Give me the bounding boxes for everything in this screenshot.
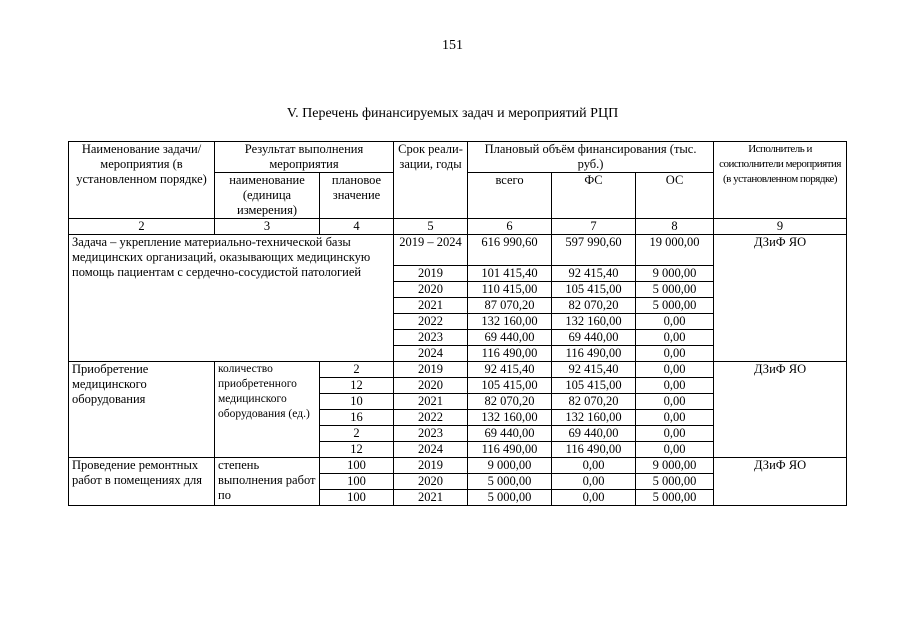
executor-cell: ДЗиФ ЯО	[714, 362, 847, 458]
os-cell: 5 000,00	[636, 282, 714, 298]
fs-cell: 132 160,00	[552, 410, 636, 426]
os-cell: 5 000,00	[636, 298, 714, 314]
fs-cell: 82 070,20	[552, 298, 636, 314]
fs-cell: 0,00	[552, 474, 636, 490]
fs-cell: 105 415,00	[552, 378, 636, 394]
document-title: V. Перечень финансируемых задач и мероприятий РЦП	[286, 106, 619, 121]
fs-cell: 82 070,20	[552, 394, 636, 410]
os-cell: 0,00	[636, 362, 714, 378]
os-cell: 0,00	[636, 426, 714, 442]
year-cell: 2021	[394, 298, 468, 314]
planned-value-cell: 10	[320, 394, 394, 410]
page-number: 151	[442, 38, 463, 53]
header-planned-value: плановое значение	[320, 173, 394, 219]
os-cell: 0,00	[636, 442, 714, 458]
column-number: 6	[468, 219, 552, 235]
os-cell: 0,00	[636, 346, 714, 362]
year-cell: 2024	[394, 346, 468, 362]
column-number: 2	[69, 219, 215, 235]
column-number: 5	[394, 219, 468, 235]
year-cell: 2020	[394, 474, 468, 490]
fs-cell: 105 415,00	[552, 282, 636, 298]
total-cell: 69 440,00	[468, 426, 552, 442]
header-os: ОС	[636, 173, 714, 219]
total-cell: 105 415,00	[468, 378, 552, 394]
os-cell: 0,00	[636, 378, 714, 394]
activity-name: Приобретение медицинского оборудования	[69, 362, 215, 458]
os-cell: 0,00	[636, 394, 714, 410]
total-cell: 82 070,20	[468, 394, 552, 410]
total-cell: 87 070,20	[468, 298, 552, 314]
table-row	[69, 458, 847, 474]
executor-cell: ДЗиФ ЯО	[714, 235, 847, 362]
activity-name: Проведение ремонтных работ в помещениях для	[69, 458, 215, 506]
year-cell: 2021	[394, 394, 468, 410]
total-cell: 5 000,00	[468, 490, 552, 506]
year-cell: 2024	[394, 442, 468, 458]
fs-cell: 69 440,00	[552, 426, 636, 442]
year-cell: 2019	[394, 362, 468, 378]
os-cell: 5 000,00	[636, 490, 714, 506]
task-name: Задача – укрепление материально-технической базы медицинских организаций, оказывающих медицинскую помощь пациентам с сердечно-сосудистой патологией	[69, 235, 394, 362]
header-executor: Исполнитель и соисполнители мероприятия (в установленном порядке)	[714, 142, 847, 219]
total-cell: 132 160,00	[468, 410, 552, 426]
financing-table	[68, 141, 847, 506]
year-cell: 2019	[394, 458, 468, 474]
column-number-row	[69, 219, 847, 235]
header-funding: Плановый объём финансирования (тыс. руб.)	[468, 142, 714, 173]
year-cell: 2023	[394, 330, 468, 346]
header-result-name: наименование (единица измерения)	[215, 173, 320, 219]
planned-value-cell: 2	[320, 362, 394, 378]
header-total: всего	[468, 173, 552, 219]
total-cell: 616 990,60	[468, 235, 552, 266]
total-cell: 9 000,00	[468, 458, 552, 474]
planned-value-cell: 100	[320, 490, 394, 506]
planned-value-cell: 100	[320, 474, 394, 490]
total-cell: 110 415,00	[468, 282, 552, 298]
year-cell: 2022	[394, 314, 468, 330]
total-cell: 5 000,00	[468, 474, 552, 490]
year-cell: 2020	[394, 378, 468, 394]
header-task-name: Наименование задачи/мероприятия (в установленном порядке)	[69, 142, 215, 219]
fs-cell: 0,00	[552, 458, 636, 474]
column-number: 8	[636, 219, 714, 235]
total-cell: 132 160,00	[468, 314, 552, 330]
fs-cell: 0,00	[552, 490, 636, 506]
header-term: Срок реали-зации, годы	[394, 142, 468, 219]
column-number: 3	[215, 219, 320, 235]
os-cell: 9 000,00	[636, 458, 714, 474]
planned-value-cell: 100	[320, 458, 394, 474]
column-number: 7	[552, 219, 636, 235]
year-cell: 2021	[394, 490, 468, 506]
year-cell: 2019 – 2024	[394, 235, 468, 266]
fs-cell: 92 415,40	[552, 362, 636, 378]
table-row	[69, 362, 847, 378]
os-cell: 0,00	[636, 410, 714, 426]
column-number: 4	[320, 219, 394, 235]
total-cell: 69 440,00	[468, 330, 552, 346]
fs-cell: 132 160,00	[552, 314, 636, 330]
os-cell: 5 000,00	[636, 474, 714, 490]
year-cell: 2022	[394, 410, 468, 426]
fs-cell: 116 490,00	[552, 442, 636, 458]
fs-cell: 597 990,60	[552, 235, 636, 266]
executor-cell: ДЗиФ ЯО	[714, 458, 847, 506]
header-fs: ФС	[552, 173, 636, 219]
fs-cell: 92 415,40	[552, 266, 636, 282]
year-cell: 2020	[394, 282, 468, 298]
column-number: 9	[714, 219, 847, 235]
year-cell: 2023	[394, 426, 468, 442]
total-cell: 92 415,40	[468, 362, 552, 378]
planned-value-cell: 2	[320, 426, 394, 442]
fs-cell: 69 440,00	[552, 330, 636, 346]
total-cell: 116 490,00	[468, 442, 552, 458]
os-cell: 19 000,00	[636, 235, 714, 266]
os-cell: 0,00	[636, 314, 714, 330]
planned-value-cell: 16	[320, 410, 394, 426]
total-cell: 101 415,40	[468, 266, 552, 282]
os-cell: 0,00	[636, 330, 714, 346]
os-cell: 9 000,00	[636, 266, 714, 282]
header-result: Результат выполнения мероприятия	[215, 142, 394, 173]
planned-value-cell: 12	[320, 442, 394, 458]
fs-cell: 116 490,00	[552, 346, 636, 362]
result-name: степень выполнения работ по	[215, 458, 320, 506]
total-cell: 116 490,00	[468, 346, 552, 362]
result-name: количество приобретенного медицинского оборудования (ед.)	[215, 362, 320, 458]
planned-value-cell: 12	[320, 378, 394, 394]
year-cell: 2019	[394, 266, 468, 282]
table-row	[69, 235, 847, 266]
